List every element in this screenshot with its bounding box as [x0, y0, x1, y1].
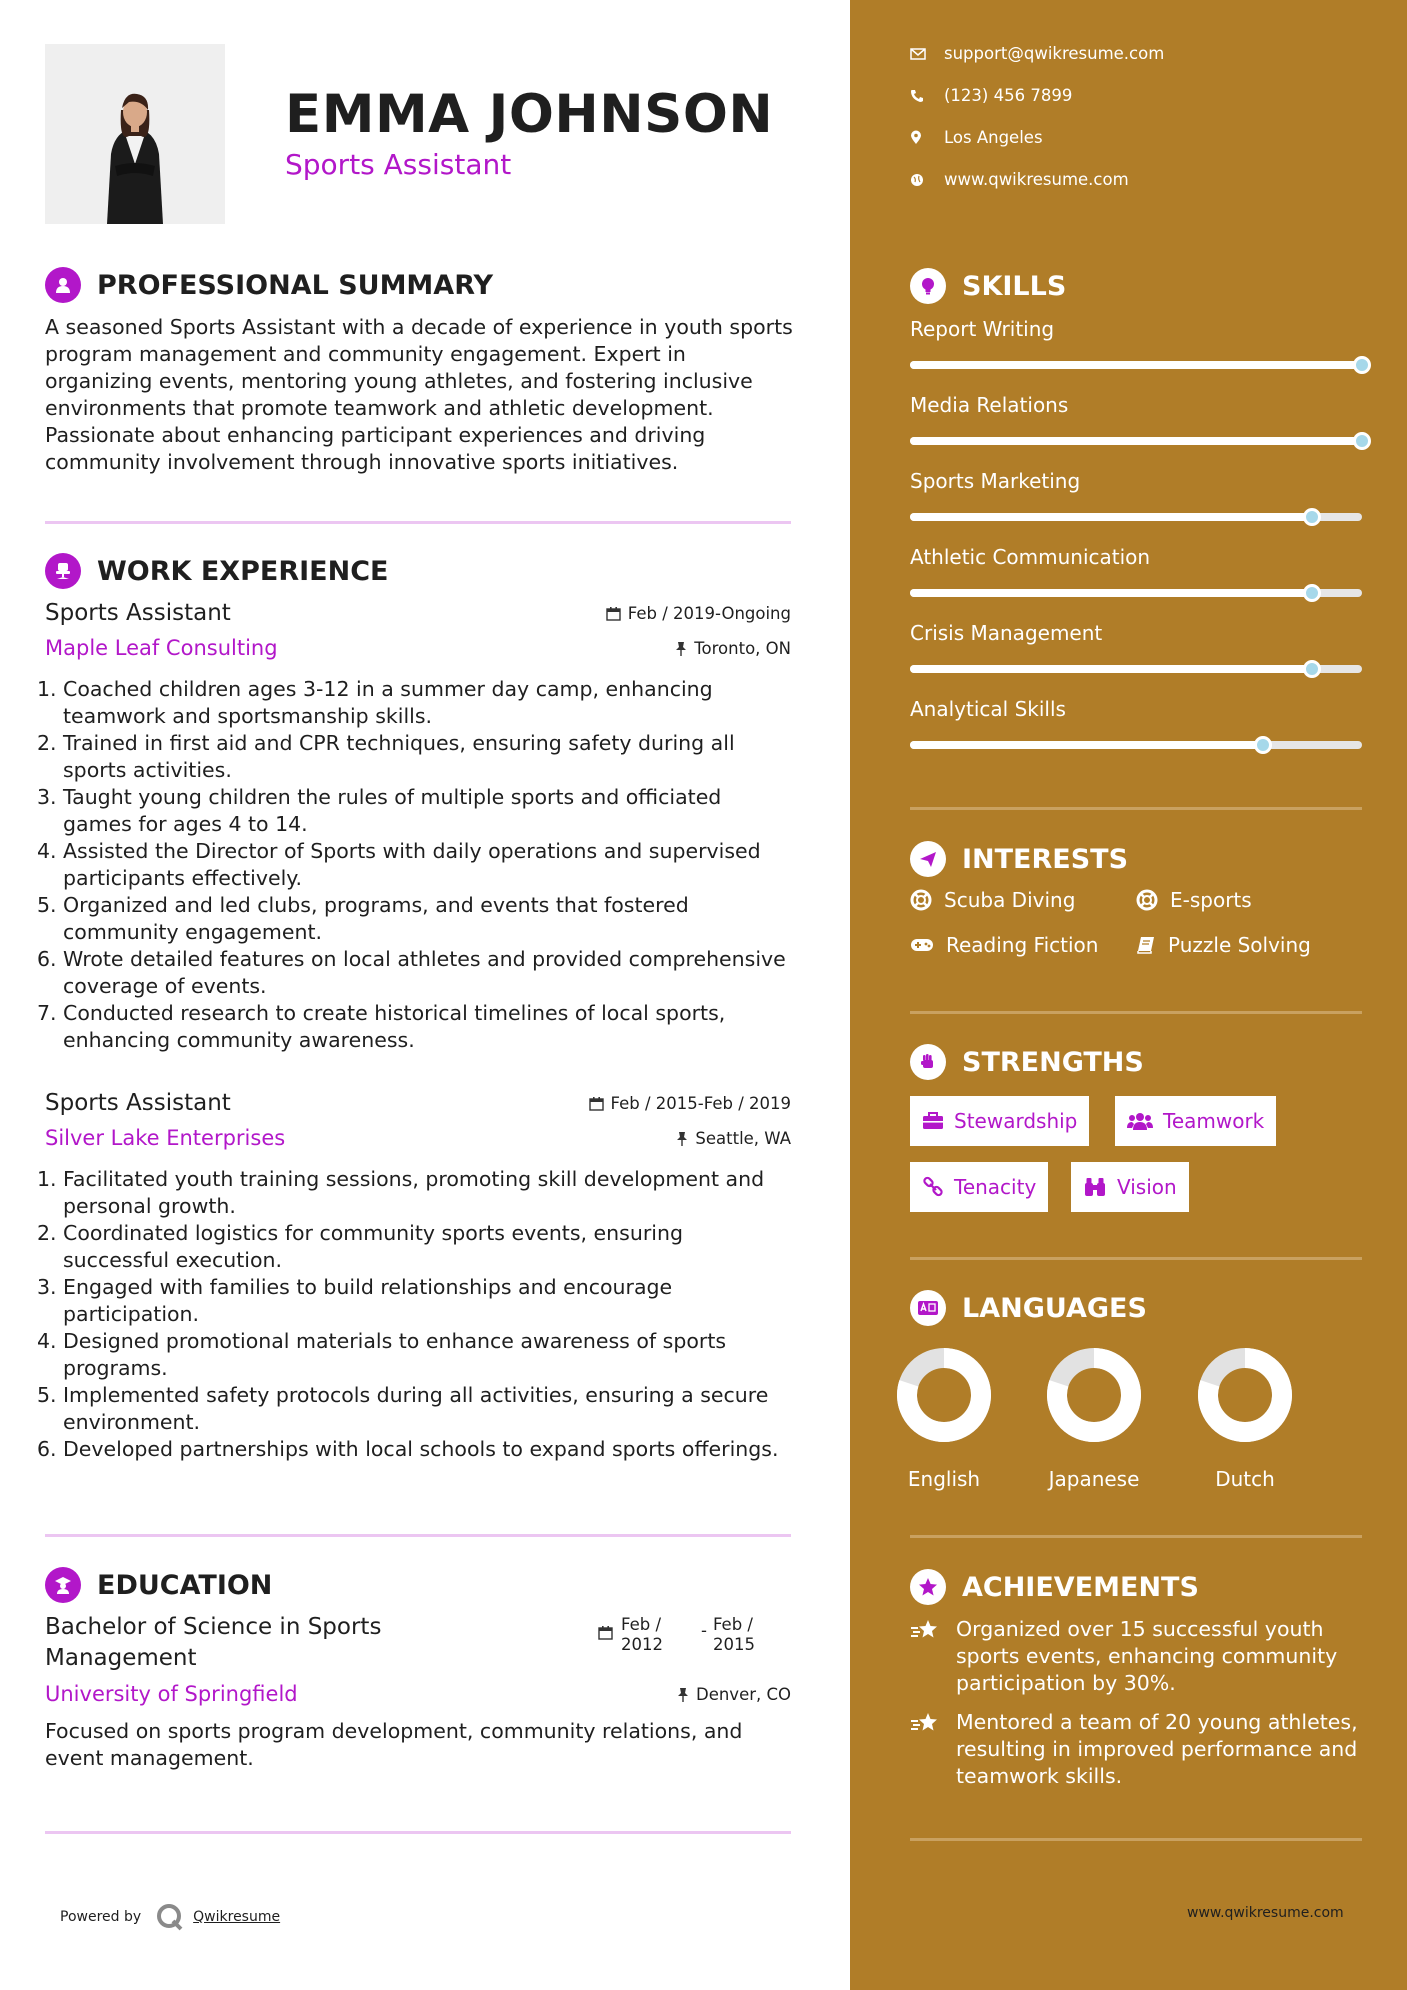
contact-email: support@qwikresume.com [910, 44, 1164, 63]
gamepad-icon [910, 937, 934, 953]
strength-chip: Tenacity [910, 1162, 1048, 1212]
skill-item [910, 545, 1362, 597]
skill-bar-fill [910, 665, 1312, 673]
pin-icon [676, 1131, 688, 1146]
skill-name: Athletic Communication [910, 545, 1151, 569]
globe-icon [910, 173, 924, 187]
skill-bar [910, 513, 1362, 521]
section-skills-header [910, 268, 1066, 304]
office-chair-icon [45, 553, 81, 589]
job-bullets [37, 1166, 791, 1463]
paper-plane-icon [910, 841, 946, 877]
divider [45, 1831, 791, 1834]
list-item: 5. Implemented safety protocols during all activities, ensuring a secure environment. [37, 1383, 769, 1434]
skill-item [910, 621, 1362, 673]
section-interests-header [910, 841, 1128, 877]
section-experience-header [45, 553, 388, 589]
strength-chip: Stewardship [910, 1096, 1089, 1146]
divider [910, 1011, 1362, 1014]
skill-bar-fill [910, 589, 1312, 597]
list-item: 3. Engaged with families to build relationships and encourage participation. [37, 1275, 673, 1326]
fist-icon [910, 1044, 946, 1080]
skill-name: Sports Marketing [910, 469, 1081, 493]
education-degree: Bachelor of Science in Sports Management [45, 1614, 382, 1671]
section-title: PROFESSIONAL SUMMARY [97, 269, 494, 301]
list-item: 4. Designed promotional materials to enhance awareness of sports programs. [37, 1329, 727, 1380]
skill-item [910, 697, 1362, 749]
skill-bar [910, 741, 1362, 749]
binoculars-icon [1083, 1177, 1107, 1197]
job-company: Maple Leaf Consulting [45, 636, 278, 660]
achievement-item [910, 1616, 1370, 1697]
list-item: 1. Facilitated youth training sessions, promoting skill development and personal growth. [37, 1167, 765, 1218]
section-languages-header [910, 1290, 1147, 1326]
pin-icon [675, 641, 687, 656]
contact-location: Los Angeles [910, 128, 1043, 147]
section-achievements-header [910, 1569, 1199, 1605]
language-name: Japanese [1048, 1467, 1140, 1491]
skill-name: Crisis Management [910, 621, 1103, 645]
section-title: SKILLS [962, 270, 1067, 302]
achievement-item [910, 1709, 1370, 1790]
skill-bar-fill [910, 361, 1362, 369]
interest-item: Scuba Diving [910, 888, 1075, 912]
list-item: 6. Developed partnerships with local schools to expand sports offerings. [37, 1437, 779, 1461]
pin-icon [677, 1687, 689, 1702]
skill-bar-knob [1303, 660, 1321, 678]
language-item [1019, 1345, 1169, 1491]
divider [910, 1838, 1362, 1841]
qwikresume-link[interactable]: Qwikresume [193, 1909, 281, 1925]
divider [45, 521, 791, 524]
date-separator: - [701, 1621, 707, 1640]
skill-item [910, 393, 1362, 445]
job-location: Toronto, ON [675, 639, 791, 658]
section-strengths-header [910, 1044, 1144, 1080]
job-title: Sports Assistant [45, 600, 231, 626]
skill-bar-knob [1353, 356, 1371, 374]
users-icon [1127, 1111, 1153, 1131]
section-title: WORK EXPERIENCE [97, 555, 389, 587]
skill-bar [910, 361, 1362, 369]
link-icon [922, 1176, 944, 1198]
interest-item: E-sports [1136, 888, 1252, 912]
list-item: 2. Coordinated logistics for community sports events, ensuring successful execution. [37, 1221, 683, 1272]
skill-name: Media Relations [910, 393, 1069, 417]
skill-bar-knob [1353, 432, 1371, 450]
language-donut [1195, 1345, 1295, 1445]
skill-bar-knob [1303, 508, 1321, 526]
skill-item [910, 317, 1362, 369]
skill-bar-knob [1303, 584, 1321, 602]
calendar-icon [598, 1625, 613, 1640]
summary-text: A seasoned Sports Assistant with a decade of experience in youth sports program management and community engagement. Expert in organizing events, mentoring young athletes, and fostering inclusive environments that promote teamwork and athletic development. Passionate about enhancing participant experiences and driving community involvement through innovative sports initiatives. [45, 315, 793, 474]
list-item: 7. Conducted research to create historical timelines of local sports, enhancing community awareness. [37, 1001, 726, 1052]
divider [910, 1257, 1362, 1260]
education-dates [598, 1615, 765, 1655]
education-location: Denver, CO [677, 1685, 791, 1704]
achievement-text: Mentored a team of 20 young athletes, resulting in improved performance and teamwork skills. [956, 1710, 1358, 1788]
skill-bar [910, 665, 1362, 673]
contact-website: www.qwikresume.com [910, 170, 1129, 189]
graduate-icon [45, 1567, 81, 1603]
skill-bar-fill [910, 513, 1312, 521]
profile-photo [45, 44, 225, 224]
footer-website[interactable]: www.qwikresume.com [1187, 1905, 1344, 1921]
section-title: ACHIEVEMENTS [962, 1571, 1199, 1603]
skill-name: Report Writing [910, 317, 1055, 341]
divider [910, 1535, 1362, 1538]
job-entry [37, 1090, 791, 1463]
candidate-role: Sports Assistant [285, 148, 512, 181]
phone-icon [910, 89, 924, 103]
contact-phone: (123) 456 7899 [910, 86, 1072, 105]
section-title: EDUCATION [97, 1569, 273, 1601]
section-education-header [45, 1567, 272, 1603]
life-ring-icon [1136, 889, 1158, 911]
job-company: Silver Lake Enterprises [45, 1126, 286, 1150]
skill-item [910, 469, 1362, 521]
education-start: Feb / 2012 [621, 1615, 663, 1654]
star-badge-icon [910, 1569, 946, 1605]
list-item: 3. Taught young children the rules of multiple sports and officiated games for ages 4 to 14. [37, 785, 722, 836]
divider [910, 807, 1362, 810]
skill-name: Analytical Skills [910, 697, 1066, 721]
envelope-icon [910, 48, 926, 60]
achievement-text: Organized over 15 successful youth sports events, enhancing community participation by 30%. [956, 1617, 1338, 1695]
language-name: Dutch [1215, 1467, 1275, 1491]
skill-bar [910, 437, 1362, 445]
job-dates: Feb / 2015-Feb / 2019 [589, 1094, 791, 1113]
user-icon [45, 267, 81, 303]
life-ring-icon [910, 889, 932, 911]
powered-by: Powered by Qwikresume [60, 1902, 280, 1932]
strength-chip: Vision [1071, 1162, 1189, 1212]
job-title: Sports Assistant [45, 1090, 231, 1116]
calendar-icon [589, 1096, 604, 1111]
education-school-row [45, 1682, 791, 1706]
translate-icon [910, 1290, 946, 1326]
list-item: 6. Wrote detailed features on local athletes and provided comprehensive coverage of events. [37, 947, 786, 998]
list-item: 2. Trained in first aid and CPR techniques, ensuring safety during all sports activities. [37, 731, 735, 782]
section-title: LANGUAGES [962, 1292, 1147, 1324]
candidate-name: EMMA JOHNSON [285, 84, 774, 145]
divider [45, 1534, 791, 1537]
skill-bar-fill [910, 437, 1362, 445]
strength-chip: Teamwork [1115, 1096, 1276, 1146]
job-dates: Feb / 2019-Ongoing [606, 604, 791, 623]
shooting-star-icon [910, 1711, 942, 1735]
shooting-star-icon [910, 1618, 942, 1642]
language-item [1170, 1345, 1320, 1491]
map-marker-icon [910, 130, 922, 145]
lightbulb-icon [910, 268, 946, 304]
job-entry [37, 600, 791, 1054]
education-end: Feb / 2015 [712, 1615, 755, 1654]
job-bullets [37, 676, 791, 1054]
qwikresume-logo-icon [155, 1902, 185, 1932]
calendar-icon [606, 606, 621, 621]
education-school: University of Springfield [45, 1682, 298, 1706]
skill-bar-fill [910, 741, 1263, 749]
sidebar [850, 0, 1407, 1990]
section-title: INTERESTS [962, 843, 1129, 875]
language-donut [1044, 1345, 1144, 1445]
job-location: Seattle, WA [676, 1129, 791, 1148]
section-summary-header [45, 267, 493, 303]
education-description: Focused on sports program development, community relations, and event management. [45, 1719, 743, 1770]
skill-bar-knob [1254, 736, 1272, 754]
skill-bar [910, 589, 1362, 597]
interest-item: Puzzle Solving [1136, 933, 1311, 957]
list-item: 1. Coached children ages 3-12 in a summer day camp, enhancing teamwork and sportsmanship skills. [37, 677, 713, 728]
list-item: 5. Organized and led clubs, programs, and events that fostered community engagement. [37, 893, 689, 944]
briefcase-icon [922, 1112, 944, 1130]
language-item [869, 1345, 1019, 1491]
interest-item: Reading Fiction [910, 933, 1098, 957]
list-item: 4. Assisted the Director of Sports with daily operations and supervised participants effectively. [37, 839, 761, 890]
section-title: STRENGTHS [962, 1046, 1144, 1078]
language-donut [894, 1345, 994, 1445]
book-icon [1136, 935, 1156, 955]
language-name: English [907, 1467, 981, 1491]
